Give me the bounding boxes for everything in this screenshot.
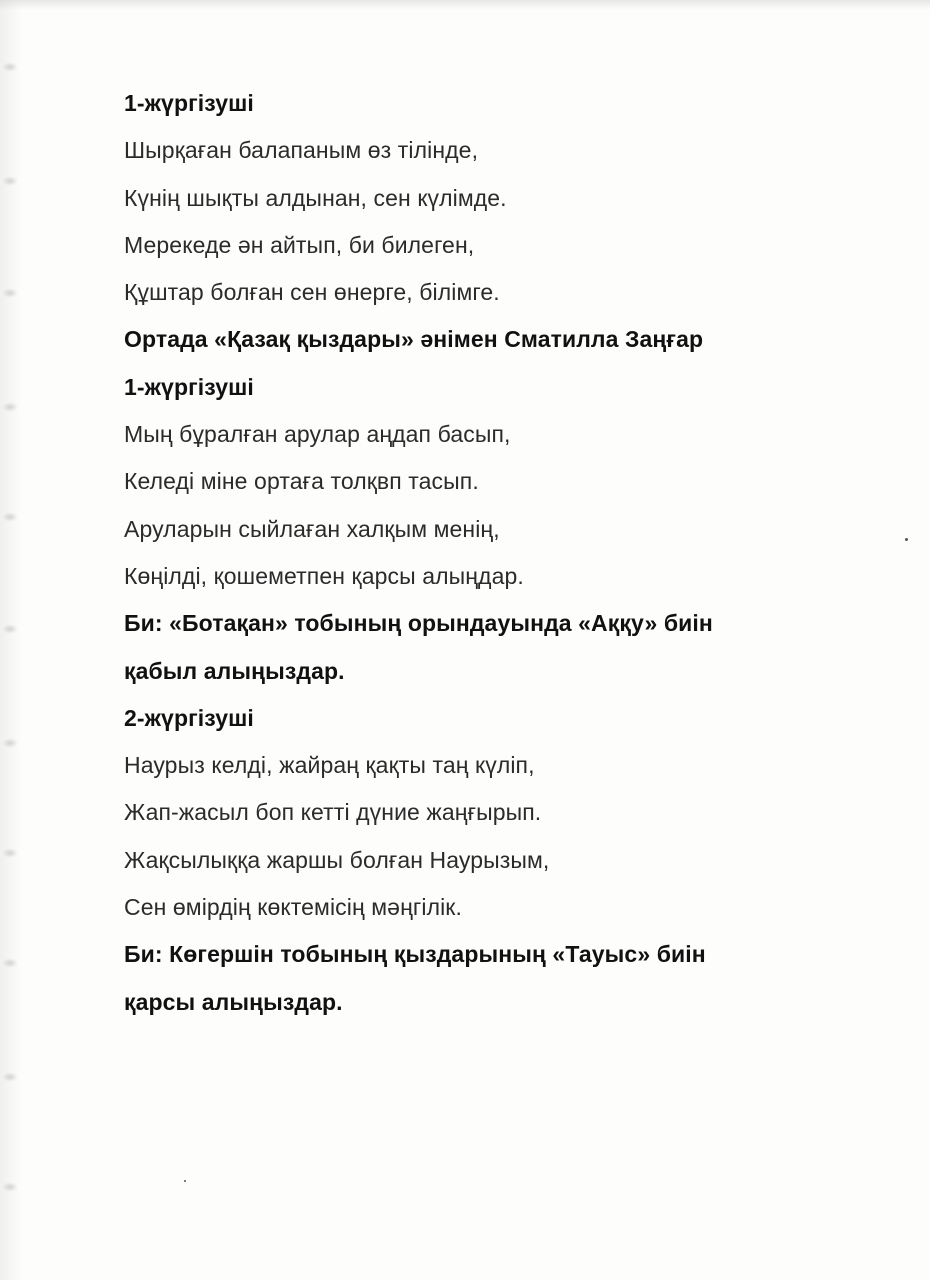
scan-artifact xyxy=(2,402,18,412)
verse-line: Жап-жасыл боп кетті дүние жаңғырып. xyxy=(124,799,542,826)
scan-artifact xyxy=(2,512,18,522)
verse-line: Мың бұралған арулар аңдап басып, xyxy=(124,421,511,448)
heading-line: Би: «Ботақан» тобының орындауында «Аққу» биін xyxy=(124,610,713,637)
verse-line: Наурыз келді, жайраң қақты таң күліп, xyxy=(124,752,535,779)
verse-line: Аруларын сыйлаған халқым менің, xyxy=(124,515,500,542)
scan-artifact xyxy=(2,1072,18,1082)
scan-artifact xyxy=(2,848,18,858)
verse-line: Шырқаған балапаным өз тілінде, xyxy=(124,137,479,164)
scan-top-shadow xyxy=(0,0,930,10)
document-text xyxy=(124,80,844,1026)
scan-artifact xyxy=(2,624,18,634)
heading-line: 1-жүргізуші xyxy=(124,373,254,400)
scan-artifact xyxy=(2,1182,18,1192)
heading-line: 2-жүргізуші xyxy=(124,704,254,731)
verse-line: Сен өмірдің көктемісің мәңгілік. xyxy=(124,894,462,921)
verse-line: Мерекеде ән айтып, би билеген, xyxy=(124,231,475,258)
heading-line: Би: Көгершін тобының қыздарының «Тауыс» биін xyxy=(124,941,706,968)
heading-line: 1-жүргізуші xyxy=(124,90,254,116)
scan-artifact xyxy=(2,176,18,186)
scan-artifact xyxy=(2,62,18,72)
verse-line: Жақсылыққа жаршы болған Наурызым, xyxy=(124,846,550,873)
scan-artifact xyxy=(2,958,18,968)
heading-line: Ортада «Қазақ қыздары» әнімен Сматилла Заңғар xyxy=(124,326,704,353)
verse-line: Көңілді, қошеметпен қарсы алыңдар. xyxy=(124,562,524,589)
stray-mark xyxy=(905,538,908,541)
heading-line: қарсы алыңыздар. xyxy=(124,988,343,1015)
heading-line: қабыл алыңыздар. xyxy=(124,657,345,684)
verse-line: Келеді міне ортаға толқвп тасып. xyxy=(124,468,479,495)
verse-line: Құштар болған сен өнерге, білімге. xyxy=(124,279,500,306)
stray-mark xyxy=(184,1180,186,1182)
scan-artifact xyxy=(2,288,18,298)
scan-artifact xyxy=(2,738,18,748)
scan-left-edge-shadow xyxy=(0,0,22,1280)
verse-line: Күнің шықты алдынан, сен күлімде. xyxy=(124,184,507,211)
